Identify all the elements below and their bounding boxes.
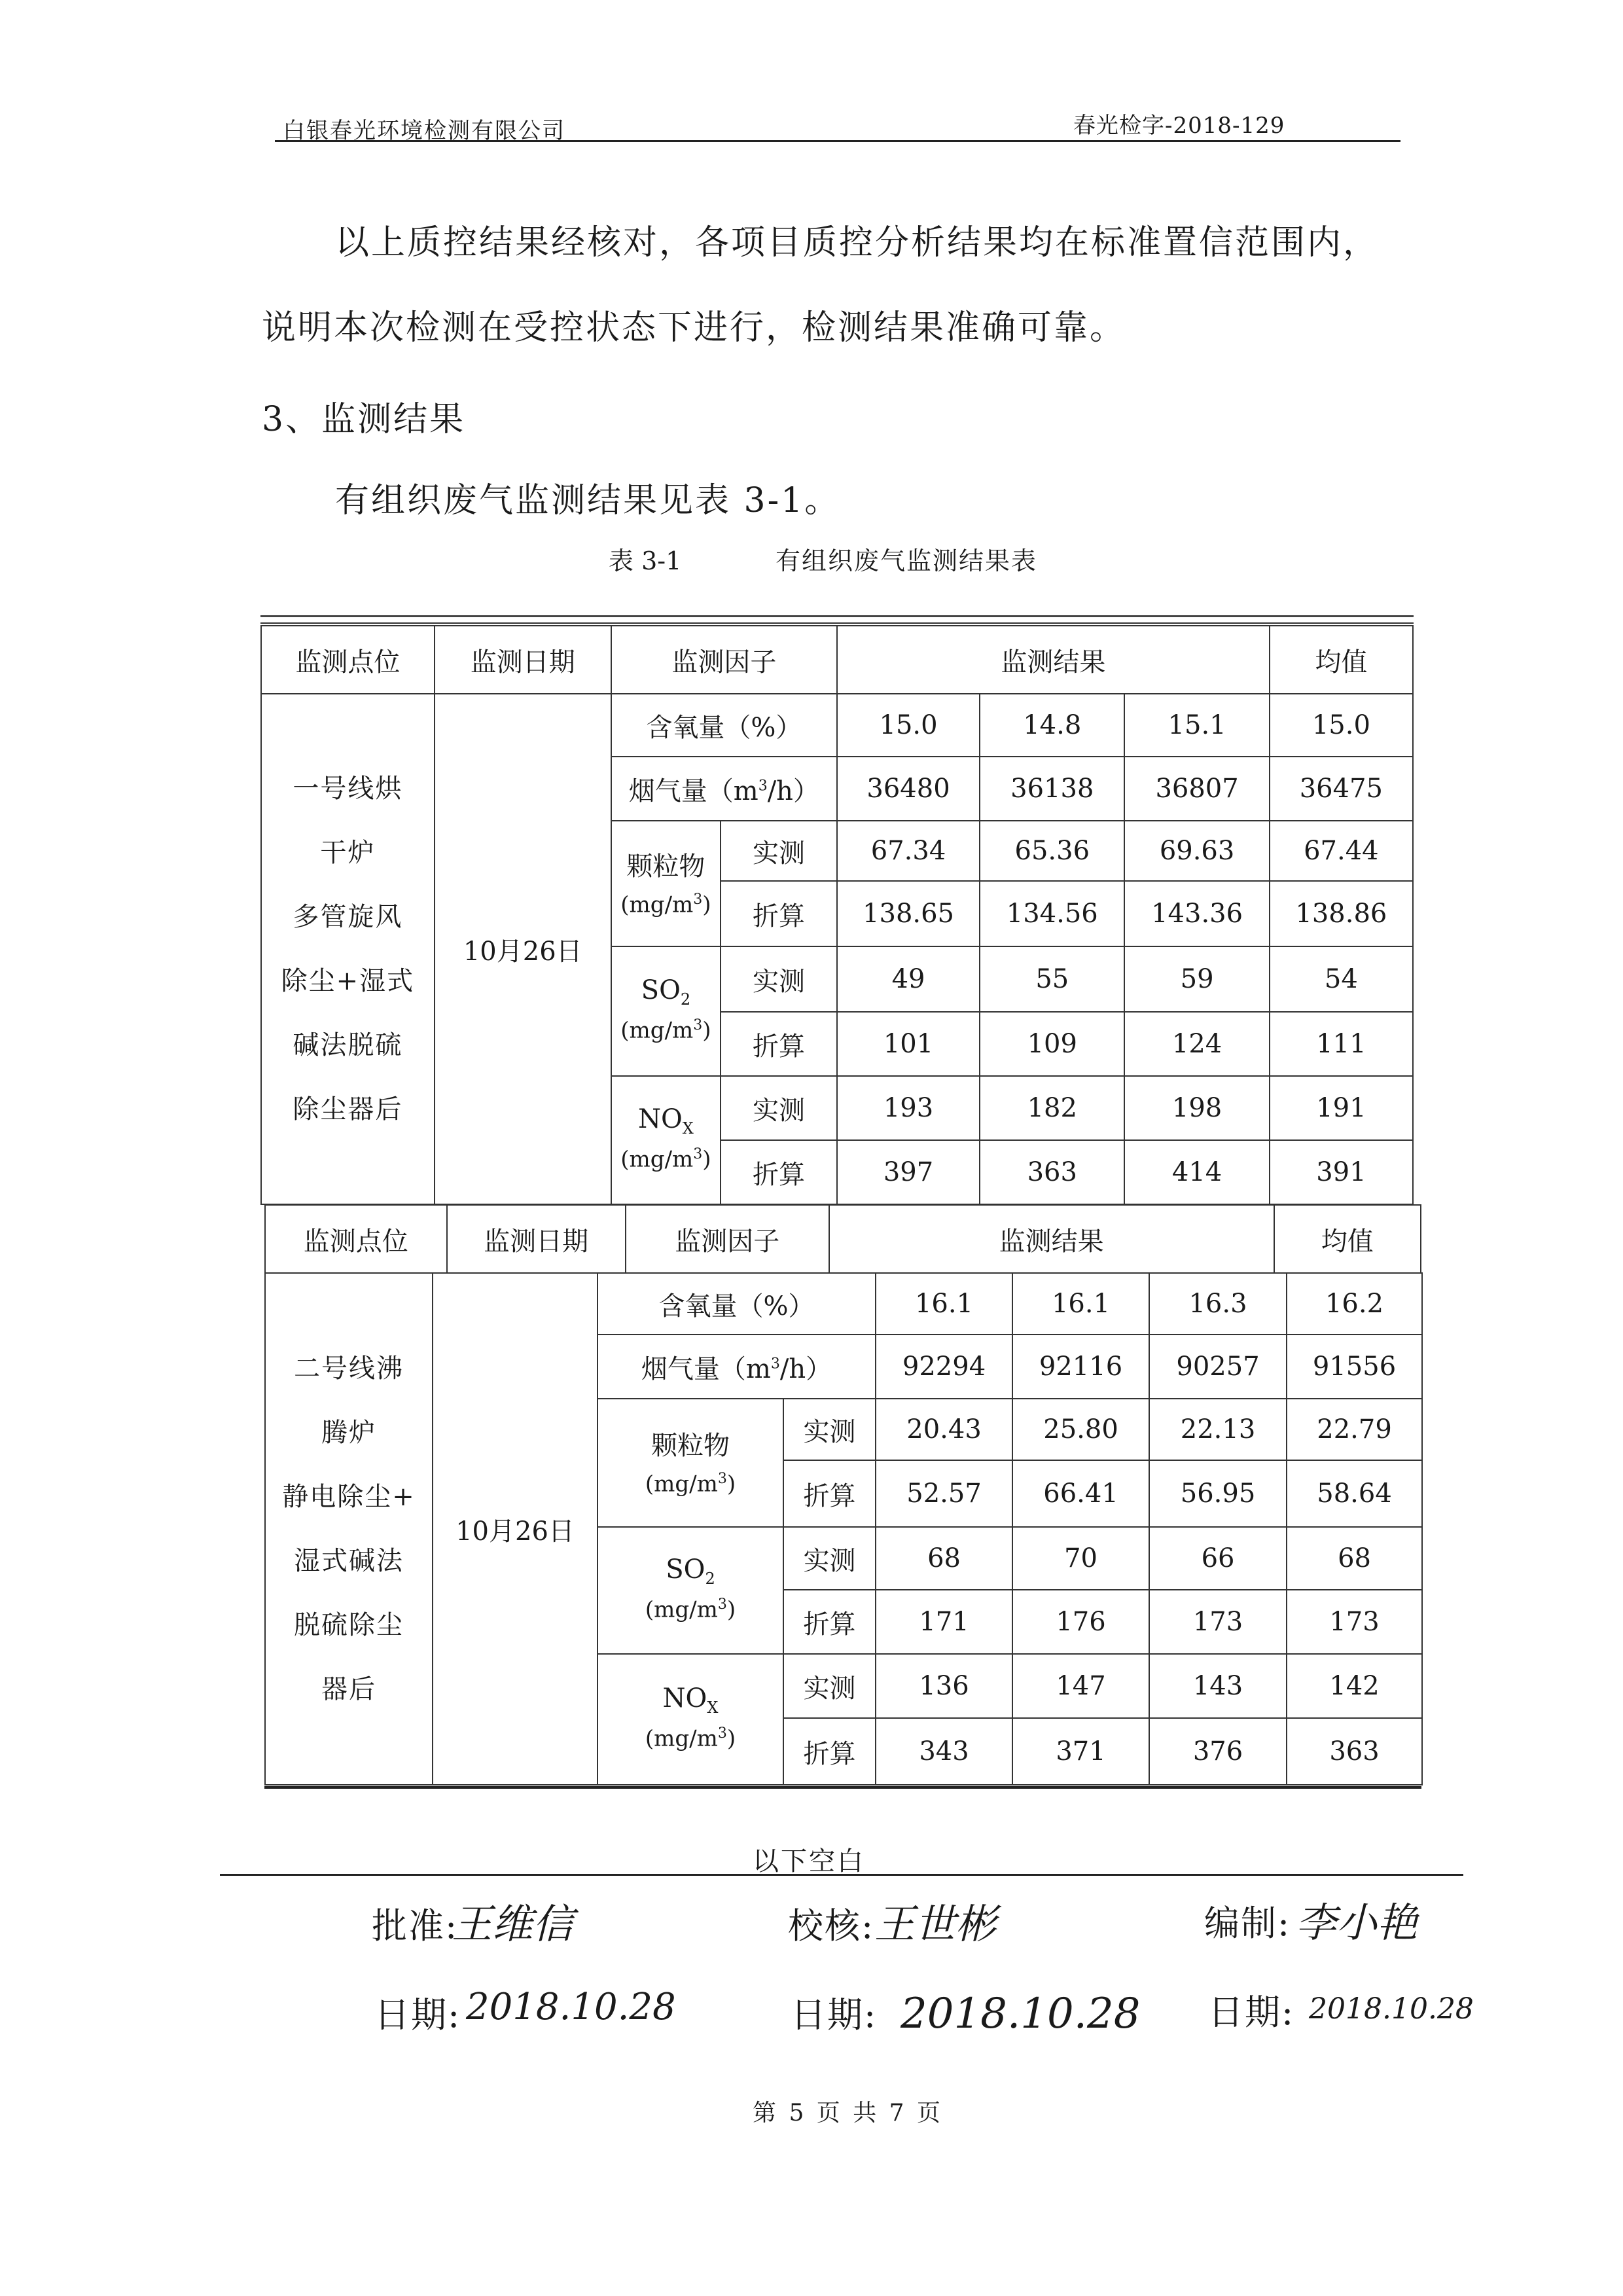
value-cell: 182 <box>980 1076 1124 1140</box>
compile-signature: 李小艳 <box>1296 1899 1418 1946</box>
table-top-rule <box>260 615 1414 617</box>
value-cell: 66.41 <box>1012 1460 1149 1527</box>
report-number: 春光检字-2018-129 <box>1073 113 1285 139</box>
factor-particulate: 颗粒物 $(mg/m^3)$ <box>611 821 721 946</box>
mean-cell: 111 <box>1270 1012 1413 1076</box>
value-cell: 16.3 <box>1149 1273 1287 1335</box>
date-cell: 10月26日 <box>435 694 611 1204</box>
measured-label: 实测 <box>783 1654 876 1718</box>
converted-label: 折算 <box>783 1590 876 1654</box>
location-cell <box>261 694 435 1204</box>
review-signature: 王世彬 <box>874 1900 997 1948</box>
value-cell: 397 <box>837 1140 980 1204</box>
compile-label: 编制: <box>1204 1903 1291 1944</box>
value-cell: 92116 <box>1012 1335 1149 1399</box>
value-cell: 171 <box>876 1590 1012 1654</box>
converted-label: 折算 <box>783 1460 876 1527</box>
value-cell: 371 <box>1012 1718 1149 1785</box>
mean-cell: 142 <box>1287 1654 1422 1718</box>
page-number: 第 5 页 共 7 页 <box>753 2100 944 2126</box>
value-cell: 36138 <box>980 757 1124 821</box>
compile-date: 2018.10.28 <box>1309 1992 1474 2026</box>
approve-date-label: 日期: <box>374 1994 461 2036</box>
value-cell: 193 <box>837 1076 980 1140</box>
section-heading: 3、监测结果 <box>262 400 466 439</box>
factor-flue-gas: 烟气量$(m^3/h)$ <box>597 1335 876 1399</box>
col-results-header: 监测结果 <box>829 1205 1274 1273</box>
value-cell: 136 <box>876 1654 1012 1718</box>
mean-cell: 138.86 <box>1270 881 1413 946</box>
mean-cell: 16.2 <box>1287 1273 1422 1335</box>
value-cell: 90257 <box>1149 1335 1287 1399</box>
measured-label: 实测 <box>721 1076 837 1140</box>
mean-cell: 68 <box>1287 1527 1422 1590</box>
value-cell: 70 <box>1012 1527 1149 1590</box>
value-cell: 36807 <box>1124 757 1269 821</box>
table-title: 有组织废气监测结果表 <box>776 547 1038 575</box>
location-line: 碱法脱硫 <box>293 1030 403 1060</box>
header-divider <box>275 140 1400 142</box>
value-cell: 147 <box>1012 1654 1149 1718</box>
value-cell: 15.0 <box>837 694 980 757</box>
approve-label: 批准: <box>372 1905 459 1946</box>
value-cell: 16.1 <box>1012 1273 1149 1335</box>
value-cell: 67.34 <box>837 821 980 881</box>
review-date-label: 日期: <box>791 1994 878 2036</box>
table-row <box>261 694 1413 757</box>
value-cell: 363 <box>980 1140 1124 1204</box>
blank-below-note: 以下空白 <box>753 1846 865 1876</box>
value-cell: 22.13 <box>1149 1399 1287 1460</box>
value-cell: 198 <box>1124 1076 1269 1140</box>
signature-divider <box>220 1874 1463 1876</box>
company-name: 白银春光环境检测有限公司 <box>283 118 565 144</box>
value-cell: 138.65 <box>837 881 980 946</box>
results-table-line2-body <box>264 1272 1423 1785</box>
location-line: 器后 <box>321 1674 376 1704</box>
factor-nox: $NO_X$ $(mg/m^3)$ <box>597 1654 783 1785</box>
measured-label: 实测 <box>783 1399 876 1460</box>
measured-label: 实测 <box>721 821 837 881</box>
value-cell: 176 <box>1012 1590 1149 1654</box>
location-line: 脱硫除尘 <box>294 1610 404 1640</box>
location-line: 腾炉 <box>321 1418 376 1448</box>
converted-label: 折算 <box>721 1140 837 1204</box>
value-cell: 173 <box>1149 1590 1287 1654</box>
compile-date-label: 日期: <box>1208 1992 1295 2033</box>
col-factor-header: 监测因子 <box>611 624 837 694</box>
location-line: 一号线烘 <box>293 774 403 804</box>
factor-oxygen: 含氧量（%） <box>611 694 837 757</box>
value-cell: 143.36 <box>1124 881 1269 946</box>
measured-label: 实测 <box>783 1527 876 1590</box>
factor-particulate: 颗粒物 $(mg/m^3)$ <box>597 1399 783 1527</box>
location-line: 湿式碱法 <box>294 1546 404 1576</box>
qc-conclusion-line1: 以上质控结果经核对，各项目质控分析结果均在标准置信范围内， <box>335 223 1380 262</box>
value-cell: 55 <box>980 946 1124 1012</box>
mean-cell: 36475 <box>1270 757 1413 821</box>
location-line: 二号线沸 <box>294 1354 404 1384</box>
qc-conclusion-line2: 说明本次检测在受控状态下进行，检测结果准确可靠。 <box>262 308 1126 348</box>
value-cell: 101 <box>837 1012 980 1076</box>
col-mean-header: 均值 <box>1274 1205 1421 1273</box>
value-cell: 15.1 <box>1124 694 1269 757</box>
value-cell: 36480 <box>837 757 980 821</box>
converted-label: 折算 <box>721 881 837 946</box>
value-cell: 65.36 <box>980 821 1124 881</box>
converted-label: 折算 <box>721 1012 837 1076</box>
location-line: 静电除尘+ <box>282 1482 416 1512</box>
col-mean-header: 均值 <box>1270 624 1413 694</box>
factor-so2: $SO_2$ $(mg/m^3)$ <box>611 946 721 1076</box>
value-cell: 16.1 <box>876 1273 1012 1335</box>
mean-cell: 22.79 <box>1287 1399 1422 1460</box>
col-factor-header: 监测因子 <box>626 1205 829 1273</box>
mean-cell: 363 <box>1287 1718 1422 1785</box>
value-cell: 134.56 <box>980 881 1124 946</box>
mean-cell: 91556 <box>1287 1335 1422 1399</box>
location-cell <box>265 1273 433 1785</box>
table-row <box>265 1273 1422 1335</box>
col-location-header: 监测点位 <box>261 624 435 694</box>
location-line: 除尘+湿式 <box>281 966 415 996</box>
mean-cell: 67.44 <box>1270 821 1413 881</box>
col-date-header: 监测日期 <box>435 624 611 694</box>
mean-cell: 54 <box>1270 946 1413 1012</box>
location-line: 干炉 <box>320 838 376 868</box>
value-cell: 109 <box>980 1012 1124 1076</box>
value-cell: 143 <box>1149 1654 1287 1718</box>
review-date: 2018.10.28 <box>901 1990 1141 2038</box>
table-bottom-rule <box>264 1786 1421 1789</box>
measured-label: 实测 <box>721 946 837 1012</box>
factor-nox: $NO_X$ $(mg/m^3)$ <box>611 1076 721 1204</box>
date-cell: 10月26日 <box>433 1273 597 1785</box>
value-cell: 124 <box>1124 1012 1269 1076</box>
review-label: 校核: <box>788 1905 875 1946</box>
value-cell: 49 <box>837 946 980 1012</box>
table-number: 表 3-1 <box>609 547 682 575</box>
value-cell: 376 <box>1149 1718 1287 1785</box>
factor-so2: $SO_2$ $(mg/m^3)$ <box>597 1527 783 1654</box>
col-location-header: 监测点位 <box>265 1205 447 1273</box>
value-cell: 66 <box>1149 1527 1287 1590</box>
factor-flue-gas: 烟气量$(m^3/h)$ <box>611 757 837 821</box>
value-cell: 343 <box>876 1718 1012 1785</box>
approve-date: 2018.10.28 <box>466 1986 676 2028</box>
col-results-header: 监测结果 <box>837 624 1270 694</box>
value-cell: 14.8 <box>980 694 1124 757</box>
results-intro: 有组织废气监测结果见表 3-1。 <box>335 481 841 520</box>
value-cell: 69.63 <box>1124 821 1269 881</box>
mean-cell: 391 <box>1270 1140 1413 1204</box>
value-cell: 59 <box>1124 946 1269 1012</box>
value-cell: 92294 <box>876 1335 1012 1399</box>
value-cell: 20.43 <box>876 1399 1012 1460</box>
approve-signature: 王维信 <box>452 1900 574 1948</box>
col-date-header: 监测日期 <box>447 1205 626 1273</box>
mean-cell: 58.64 <box>1287 1460 1422 1527</box>
mean-cell: 191 <box>1270 1076 1413 1140</box>
value-cell: 25.80 <box>1012 1399 1149 1460</box>
results-table-line1 <box>260 622 1414 1205</box>
value-cell: 56.95 <box>1149 1460 1287 1527</box>
results-table-line2 <box>264 1204 1421 1274</box>
location-line: 除尘器后 <box>293 1094 403 1124</box>
value-cell: 414 <box>1124 1140 1269 1204</box>
location-line: 多管旋风 <box>293 902 403 932</box>
factor-oxygen: 含氧量（%） <box>597 1273 876 1335</box>
value-cell: 68 <box>876 1527 1012 1590</box>
value-cell: 52.57 <box>876 1460 1012 1527</box>
converted-label: 折算 <box>783 1718 876 1785</box>
mean-cell: 15.0 <box>1270 694 1413 757</box>
mean-cell: 173 <box>1287 1590 1422 1654</box>
